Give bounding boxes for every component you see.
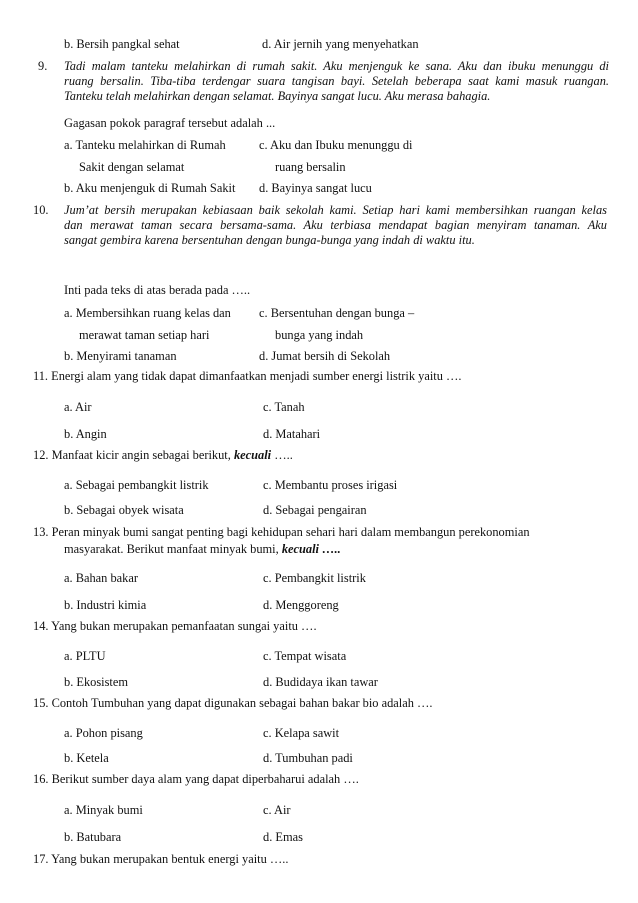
q9-passage-line-2: ruang bersalin. Tiba-tiba terdengar suara tangisan bayi. Setelah beberapa saat kami masuk ruangan. (64, 74, 609, 88)
q9-option-d: d. Bayinya sangat lucu (259, 181, 372, 195)
q11-option-d: d. Matahari (263, 427, 321, 441)
q16-option-d: d. Emas (263, 830, 303, 844)
q9-number: 9. (38, 59, 48, 73)
q16-option-b: b. Batubara (64, 830, 122, 844)
q10-question: Inti pada teks di atas berada pada ….. (64, 283, 251, 297)
q12-question-tail: ….. (271, 448, 293, 462)
q11-option-c: c. Tanah (263, 400, 305, 414)
q16-question: 16. Berikut sumber daya alam yang dapat diperbaharui adalah …. (33, 772, 359, 786)
q14-option-b: b. Ekosistem (64, 675, 129, 689)
q10-option-a-line-1: a. Membersihkan ruang kelas dan (64, 306, 231, 320)
q13-question-emphasis: kecuali ….. (281, 542, 341, 556)
q15-option-d: d. Tumbuhan padi (263, 751, 353, 765)
q12-question (33, 448, 293, 463)
q16-option-a: a. Minyak bumi (64, 803, 143, 817)
q9-option-a-line-2: Sakit dengan selamat (79, 160, 185, 174)
q10-number: 10. (33, 203, 49, 217)
q9-option-a-line-1: a. Tanteku melahirkan di Rumah (64, 138, 226, 152)
q12-option-d: d. Sebagai pengairan (263, 503, 367, 517)
q11-question: 11. Energi alam yang tidak dapat dimanfaatkan menjadi sumber energi listrik yaitu …. (33, 369, 462, 383)
q16-option-c: c. Air (263, 803, 291, 817)
q13-question-text: masyarakat. Berikut manfaat minyak bumi, (64, 542, 282, 556)
q9-option-b: b. Aku menjenguk di Rumah Sakit (64, 181, 236, 195)
q10-passage-line-1: Jum’at bersih merupakan kebiasaan baik sekolah kami. Setiap hari kami membersihkan ruangan kelas (64, 203, 607, 217)
q12-question-emphasis: kecuali (233, 448, 272, 462)
q10-option-d: d. Jumat bersih di Sekolah (259, 349, 391, 363)
q13-option-b: b. Industri kimia (64, 598, 147, 612)
q10-option-b: b. Menyirami tanaman (64, 349, 177, 363)
q9-option-c-line-1: c. Aku dan Ibuku menunggu di (259, 138, 413, 152)
q13-question-line-1: 13. Peran minyak bumi sangat penting bagi kehidupan sehari hari dalam membangun perekonomian (33, 525, 530, 539)
q9-option-c-line-2: ruang bersalin (275, 160, 346, 174)
q12-option-c: c. Membantu proses irigasi (263, 478, 398, 492)
q8-option-d: d. Air jernih yang menyehatkan (262, 37, 419, 51)
q10-passage-line-3: sangat gembira karena bersentuhan dengan bunga-bunga yang indah di waktu itu. (64, 233, 475, 247)
q10-option-a-line-2: merawat taman setiap hari (79, 328, 210, 342)
q14-question: 14. Yang bukan merupakan pemanfaatan sungai yaitu …. (33, 619, 317, 633)
q15-option-a: a. Pohon pisang (64, 726, 143, 740)
q12-option-b: b. Sebagai obyek wisata (64, 503, 184, 517)
q15-question: 15. Contoh Tumbuhan yang dapat digunakan sebagai bahan bakar bio adalah …. (33, 696, 433, 710)
q14-option-c: c. Tempat wisata (263, 649, 347, 663)
q11-option-a: a. Air (64, 400, 92, 414)
q13-question-line-2 (64, 542, 341, 557)
q15-option-c: c. Kelapa sawit (263, 726, 340, 740)
q14-option-d: d. Budidaya ikan tawar (263, 675, 378, 689)
q9-passage-line-1: Tadi malam tanteku melahirkan di rumah sakit. Aku menjenguk ke sana. Aku dan ibuku menunggu di (64, 59, 609, 73)
q9-passage-line-3: Tanteku telah melahirkan dengan selamat. Bayinya sangat lucu. Aku merasa bahagia. (64, 89, 491, 103)
q8-option-b: b. Bersih pangkal sehat (64, 37, 180, 51)
q12-option-a: a. Sebagai pembangkit listrik (64, 478, 209, 492)
q13-option-a: a. Bahan bakar (64, 571, 138, 585)
q13-option-c: c. Pembangkit listrik (263, 571, 366, 585)
q10-passage-line-2: dan merawat taman secara bersama-sama. Aku terbiasa mendapat bagian menyiram tanaman. Aku (64, 218, 607, 232)
q17-question: 17. Yang bukan merupakan bentuk energi yaitu ….. (33, 852, 289, 866)
q14-option-a: a. PLTU (64, 649, 106, 663)
q10-option-c-line-1: c. Bersentuhan dengan bunga – (259, 306, 415, 320)
q9-question: Gagasan pokok paragraf tersebut adalah ... (64, 116, 276, 130)
q13-option-d: d. Menggoreng (263, 598, 339, 612)
q11-option-b: b. Angin (64, 427, 107, 441)
q10-option-c-line-2: bunga yang indah (275, 328, 364, 342)
q15-option-b: b. Ketela (64, 751, 109, 765)
q12-question-text: 12. Manfaat kicir angin sebagai berikut, (33, 448, 234, 462)
